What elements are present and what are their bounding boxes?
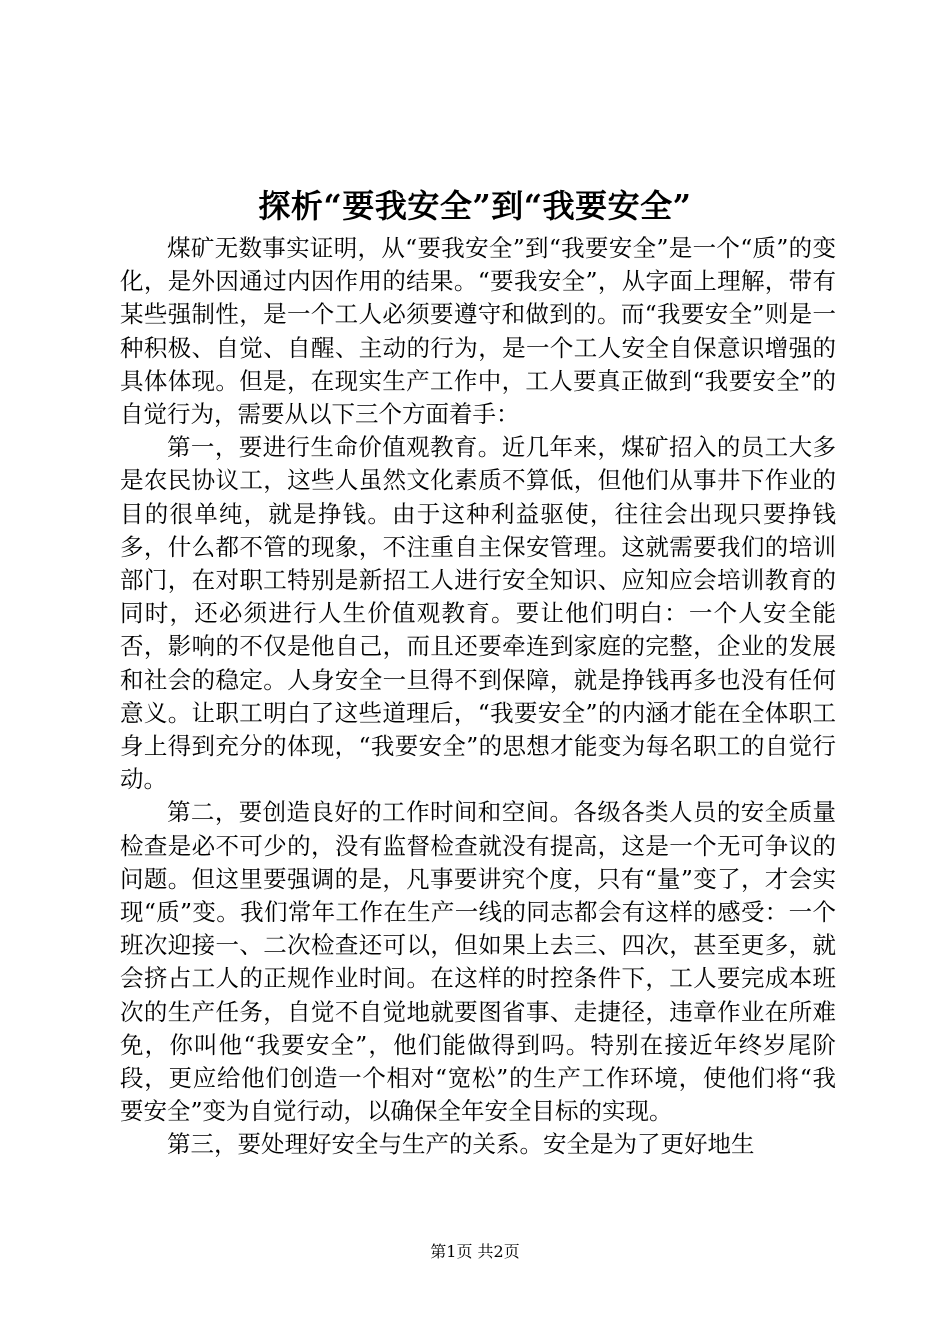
paragraph-second-point: 第二，要创造良好的工作时间和空间。各级各类人员的安全质量检查是必不可少的，没有监督检查就没有提高，这是一个无可争议的问题。但这里要强调的是，凡事要讲究个度，只有“量”变了，才会实现“质”变。我们常年工作在生产一线的同志都会有这样的感受：一个班次迎接一、二次检查还可以，但如果上去三、四次，甚至更多，就会挤占工人的正规作业时间。在这样的时控条件下，工人要完成本班次的生产任务，自觉不自觉地就要图省事、走捷径，违章作业在所难免，你叫他“我要安全”，他们能做得到吗。特别在接近年终岁尾阶段，更应给他们创造一个相对“宽松”的生产工作环境，使他们将“我要安全”变为自觉行动，以确保全年安全目标的实现。 (120, 798, 836, 1126)
page-number-footer: 第1页 共2页 (430, 1242, 520, 1261)
paragraph-first-point: 第一，要进行生命价值观教育。近几年来，煤矿招入的员工大多是农民协议工，这些人虽然文化素质不算低，但他们从事井下作业的目的很单纯，就是挣钱。由于这种利益驱使，往往会出现只要挣钱多，什么都不管的现象，不注重自主保安管理。这就需要我们的培训部门，在对职工特别是新招工人进行安全知识、应知应会培训教育的同时，还必须进行人生价值观教育。要让他们明白：一个人安全能否，影响的不仅是他自己，而且还要牵连到家庭的完整，企业的发展和社会的稳定。人身安全一旦得不到保障，就是挣钱再多也没有任何意义。让职工明白了这些道理后，“我要安全”的内涵才能在全体职工身上得到充分的体现，“我要安全”的思想才能变为每名职工的自觉行动。 (120, 433, 836, 794)
document-body (120, 232, 836, 1162)
document-title: 探析“要我安全”到“我要安全” (258, 187, 692, 225)
paragraph-intro: 煤矿无数事实证明，从“要我安全”到“我要安全”是一个“质”的变化，是外因通过内因作用的结果。“要我安全”，从字面上理解，带有某些强制性，是一个工人必须要遵守和做到的。而“我要安全”则是一种积极、自觉、自醒、主动的行为，是一个工人安全自保意识增强的具体体现。但是，在现实生产工作中，工人要真正做到“我要安全”的自觉行为，需要从以下三个方面着手： (120, 234, 836, 429)
paragraph-third-point: 第三，要处理好安全与生产的关系。安全是为了更好地生 (167, 1130, 755, 1159)
